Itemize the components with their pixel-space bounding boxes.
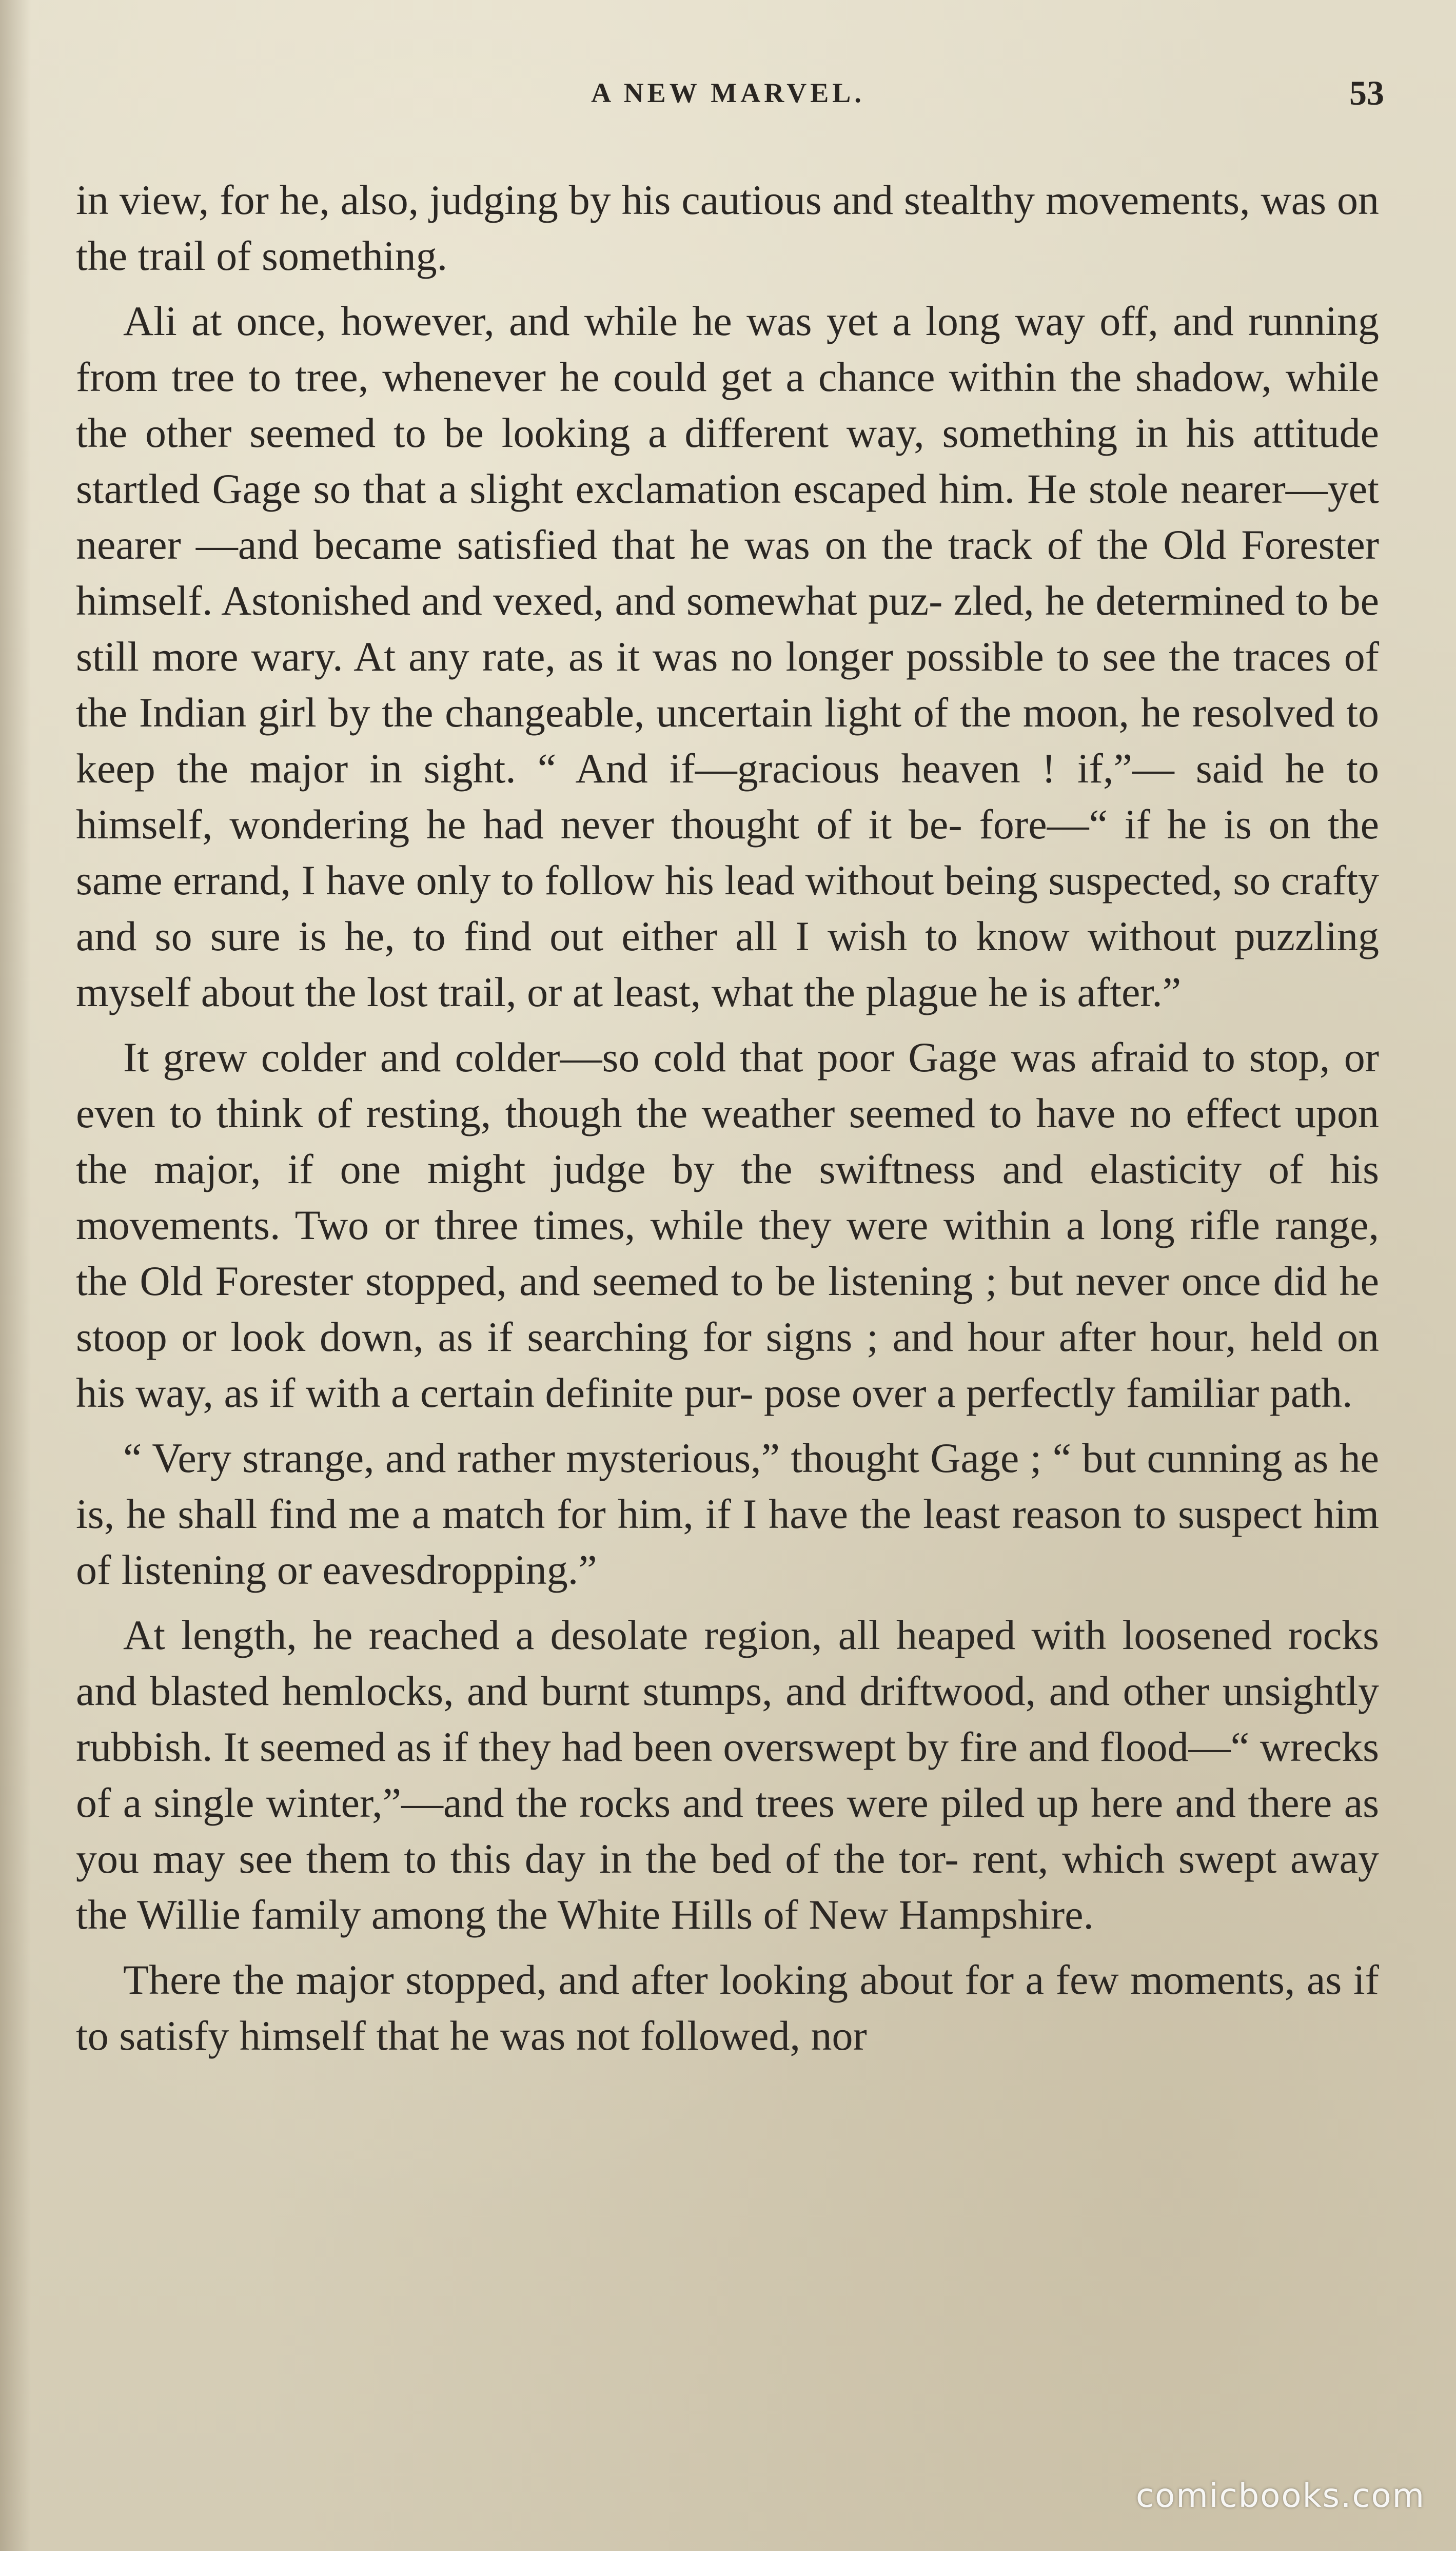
- text-line: in view, for he, also, judging by his cautious and stealthy: [76, 176, 1035, 223]
- text-line: —and became satisfied that he was on the track of the Old: [195, 521, 1227, 568]
- text-line: the least reason to suspect him of listening or eavesdropping.”: [76, 1490, 1380, 1593]
- text-line: the changeable, uncertain light of the moon, he resolved to: [382, 689, 1380, 736]
- text-line: had been overswept by fire and flood—“ wrecks of a single: [76, 1723, 1380, 1826]
- text-line: rent, which swept away the Willie family among the White: [76, 1835, 1379, 1938]
- text-line: afraid to stop, or even to think of resting, though the weather: [76, 1034, 1379, 1136]
- page-edge-shadow: [0, 0, 31, 2551]
- text-line: Forester himself. Astonished and vexed, and somewhat puz-: [76, 521, 1380, 624]
- body-text: [76, 172, 1379, 2064]
- text-line: There the major stopped, and after looking about for a few: [123, 1956, 1119, 2003]
- running-head: [0, 73, 1456, 118]
- text-line: was no longer possible to see the traces of the Indian girl by: [76, 633, 1380, 736]
- text-line: there as you may see them to this day in the bed of the tor-: [76, 1779, 1380, 1882]
- text-line: fore—“ if he is on the same errand, I have only to follow his: [76, 801, 1379, 904]
- text-line: driftwood, and other unsightly rubbish. It seemed as if they: [76, 1667, 1379, 1770]
- page-number: 53: [1349, 73, 1384, 112]
- text-line: find out either all I wish to know without puzzling myself: [76, 913, 1380, 1015]
- text-line: cunning as he is, he shall find me a match for him, if I have: [76, 1435, 1379, 1537]
- text-line: a slight exclamation escaped him. He stole nearer—yet nearer: [76, 465, 1379, 568]
- text-line: lead without being suspected, so crafty and so sure is he, to: [76, 857, 1379, 959]
- text-line: keep the major in sight. “ And if—gracious heaven ! if,”—: [76, 745, 1174, 792]
- text-line: three times, while they were within a long rifle range, the Old: [76, 1202, 1379, 1304]
- text-line: and running from tree to tree, whenever he could get a chance: [76, 298, 1380, 400]
- text-line: loosened rocks and blasted hemlocks, and burnt stumps, and: [76, 1612, 1379, 1714]
- paragraph: [76, 293, 1379, 1020]
- paragraph: [76, 1607, 1379, 1942]
- watermark: comicbooks.com: [1135, 2477, 1425, 2515]
- text-line: did he stoop or look down, as if searching for signs ; and hour: [76, 1258, 1380, 1360]
- text-line: seemed to have no effect upon the major, if one might judge: [76, 1090, 1380, 1192]
- paragraph: [76, 1430, 1379, 1598]
- text-line: Forester stopped, and seemed to be listening ; but never once: [215, 1258, 1261, 1304]
- text-line: winter,”—and the rocks and trees were piled up here and: [266, 1779, 1236, 1826]
- text-line: It grew colder and colder—so cold that poor Gage was: [123, 1034, 1077, 1081]
- text-line: after hour, held on his way, as if with a certain definite pur-: [76, 1313, 1380, 1416]
- text-line: “ Very strange, and rather mysterious,” thought Gage ; “ but: [123, 1435, 1136, 1481]
- paragraph: [76, 1952, 1379, 2064]
- running-title: A NEW MARVEL.: [591, 77, 865, 108]
- paragraph: [76, 172, 1379, 284]
- text-line: said he to himself, wondering he had never thought of it be-: [76, 745, 1379, 848]
- text-line: Ali at once, however, and while he was yet a long way off,: [123, 298, 1158, 344]
- text-line: different way, something in his attitude startled Gage so that: [76, 409, 1379, 512]
- text-line: within the shadow, while the other seemed to be looking a: [76, 354, 1380, 456]
- text-line: At length, he reached a desolate region, all heaped with: [123, 1612, 1107, 1658]
- text-line: moments, as if to satisfy himself that he was not followed, nor: [76, 1956, 1379, 2059]
- paragraph: [76, 1029, 1379, 1421]
- text-line: movements, was on the trail of something.: [76, 176, 1380, 279]
- text-line: about the lost trail, or at least, what the plague he is after.”: [201, 969, 1182, 1015]
- text-line: by the swiftness and elasticity of his movements. Two or: [76, 1146, 1379, 1248]
- text-line: pose over a perfectly familiar path.: [764, 1369, 1353, 1416]
- text-line: zled, he determined to be still more wary. At any rate, as it: [76, 577, 1379, 680]
- text-line: Hills of New Hampshire.: [671, 1891, 1094, 1938]
